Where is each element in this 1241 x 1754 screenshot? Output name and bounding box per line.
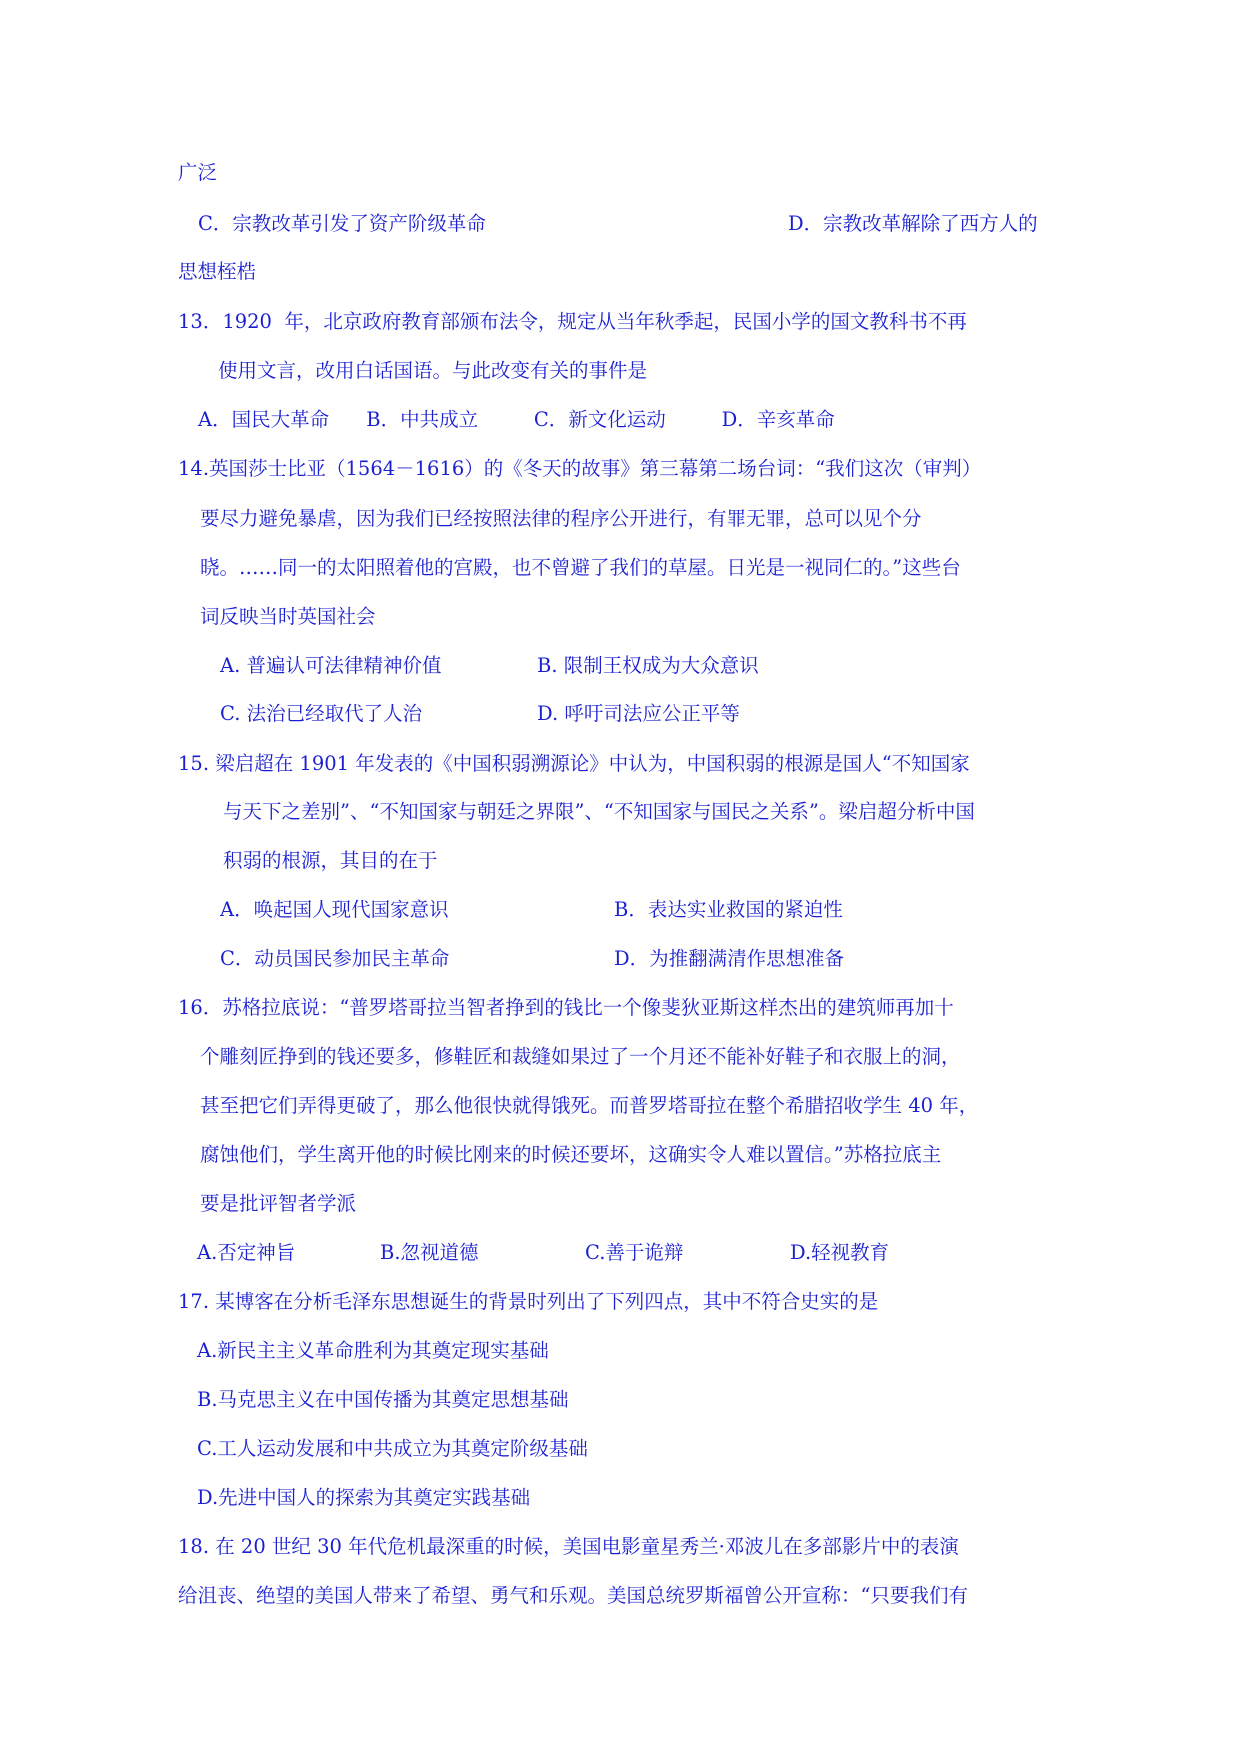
text-line: 思想桎梏 <box>178 260 257 283</box>
option-c: C．宗教改革引发了资产阶级革命 <box>198 212 486 235</box>
question-15: 15. 梁启超在 1901 年发表的《中国积弱溯源论》中认为，中国积弱的根源是国人“不知国家 <box>178 752 970 775</box>
text-line: 给沮丧、绝望的美国人带来了希望、勇气和乐观。美国总统罗斯福曾公开宣称：“只要我们有 <box>178 1584 968 1607</box>
option-b: B.马克思主义在中国传播为其奠定思想基础 <box>197 1388 569 1411</box>
text-line: 要是批评智者学派 <box>200 1192 357 1215</box>
option-d: D. 呼吁司法应公正平等 <box>537 702 740 725</box>
option-b: B.忽视道德 <box>380 1241 479 1264</box>
text-line: 甚至把它们弄得更破了，那么他很快就得饿死。而普罗塔哥拉在整个希腊招收学生 40 年， <box>200 1094 979 1117</box>
text-line: 晓。……同一的太阳照着他的宫殿，也不曾避了我们的草屋。日光是一视同仁的。”这些台 <box>200 556 961 579</box>
option-b: B. 限制王权成为大众意识 <box>537 654 759 677</box>
question-17: 17. 某博客在分析毛泽东思想诞生的背景时列出了下列四点，其中不符合史实的是 <box>178 1290 879 1313</box>
option-c: C. 法治已经取代了人治 <box>220 702 423 725</box>
option-d: D．为推翻满清作思想准备 <box>614 947 845 970</box>
option-a: A．唤起国人现代国家意识 <box>220 898 449 921</box>
option-c: C.工人运动发展和中共成立为其奠定阶级基础 <box>197 1437 588 1460</box>
question-13: 13．1920 年，北京政府教育部颁布法令，规定从当年秋季起，民国小学的国文教科书不再 <box>178 310 967 333</box>
text-line: 广泛 <box>178 161 218 184</box>
text-line: 要尽力避免暴虐，因为我们已经按照法律的程序公开进行，有罪无罪，总可以见个分 <box>200 507 922 530</box>
option-a: A.否定神旨 <box>197 1241 296 1264</box>
text-line: 积弱的根源，其目的在于 <box>223 849 438 872</box>
question-14: 14.英国莎士比亚（1564－1616）的《冬天的故事》第三幕第二场台词：“我们这次（审判） <box>178 457 982 480</box>
option-b: B．表达实业救国的紧迫性 <box>614 898 843 921</box>
option-d: D.轻视教育 <box>790 1241 890 1264</box>
text-line: 腐蚀他们，学生离开他的时候比刚来的时候还要坏，这确实令人难以置信。”苏格拉底主 <box>200 1143 942 1166</box>
question-18: 18. 在 20 世纪 30 年代危机最深重的时候，美国电影童星秀兰·邓波儿在多部影片中的表演 <box>178 1535 959 1558</box>
text-line: 个雕刻匠挣到的钱还要多，修鞋匠和裁缝如果过了一个月还不能补好鞋子和衣服上的洞， <box>200 1045 961 1068</box>
option-d: D.先进中国人的探索为其奠定实践基础 <box>197 1486 531 1509</box>
text-line: 使用文言，改用白话国语。与此改变有关的事件是 <box>218 359 648 382</box>
option-a: A. 普遍认可法律精神价值 <box>220 654 442 677</box>
option-c: C.善于诡辩 <box>585 1241 684 1264</box>
option-a: A.新民主主义革命胜利为其奠定现实基础 <box>197 1339 549 1362</box>
text-line: 与天下之差别”、“不知国家与朝廷之界限”、“不知国家与国民之关系”。梁启超分析中国 <box>223 800 975 823</box>
question-16: 16．苏格拉底说：“普罗塔哥拉当智者挣到的钱比一个像斐狄亚斯这样杰出的建筑师再加十 <box>178 996 954 1019</box>
option-d: D．宗教改革解除了西方人的 <box>788 212 1038 235</box>
question-13-options: A．国民大革命 B．中共成立 C．新文化运动 D．辛亥革命 <box>198 408 835 431</box>
option-c: C．动员国民参加民主革命 <box>220 947 450 970</box>
text-line: 词反映当时英国社会 <box>200 605 376 628</box>
